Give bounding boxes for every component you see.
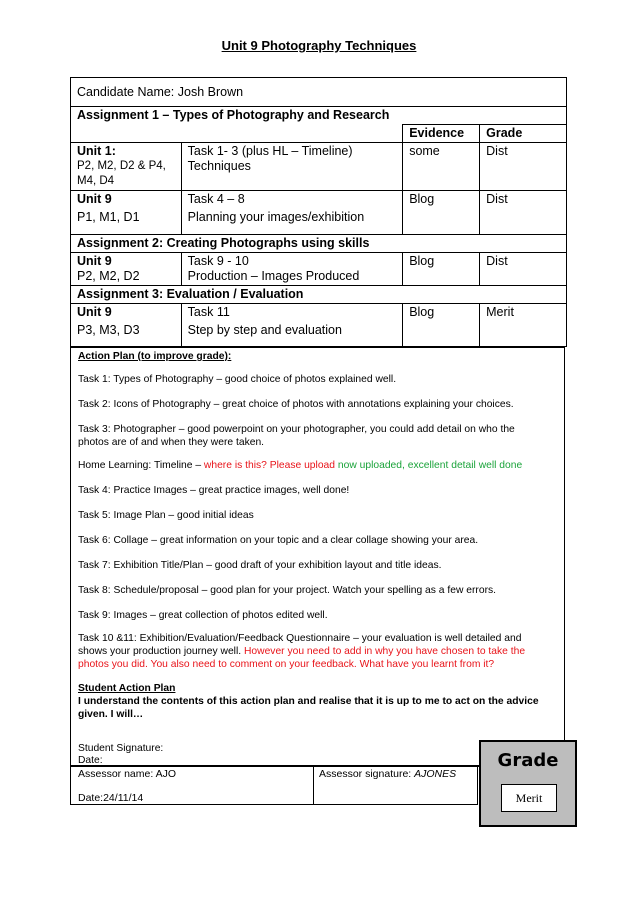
evidence-value: Blog [403, 304, 480, 347]
task-10-feedback: Task 10 &11: Exhibition/Evaluation/Feedback Questionnaire – your evaluation is well detailed and [78, 633, 522, 644]
task-5-feedback: Task 5: Image Plan – good initial ideas [78, 510, 254, 521]
grade-value: Dist [480, 253, 567, 286]
home-learning-update: now uploaded, excellent detail well done [337, 460, 523, 471]
unit-label: Unit 9 [77, 305, 112, 319]
assignment-3-heading: Assignment 3: Evaluation / Evaluation [71, 286, 567, 304]
task-label: Task 11 [187, 305, 230, 319]
final-grade-box [479, 740, 577, 827]
table-row [71, 143, 567, 191]
task-10-feedback-cont [78, 645, 554, 658]
task-label: Task 4 – 8 [187, 192, 245, 206]
evidence-value: Blog [403, 253, 480, 286]
grade-value: Merit [480, 304, 567, 347]
task-10-improvement-cont: photos you did. You also need to comment on your feedback. What have you learnt from it? [78, 659, 495, 670]
criteria: P2, M2, D2 [77, 269, 140, 283]
final-grade-label: Grade [497, 750, 559, 771]
student-date-label: Date: [78, 755, 103, 766]
unit-label: Unit 9 [77, 254, 112, 268]
task-label: Task 9 - 10 [187, 254, 249, 268]
grade-value: Dist [480, 191, 567, 235]
task-desc: Planning your images/exhibition [187, 210, 365, 224]
task-2-feedback: Task 2: Icons of Photography – great choice of photos with annotations explaining your choices. [78, 399, 514, 410]
task-3-feedback: Task 3: Photographer – good powerpoint on your photographer, you could add detail on who the [78, 424, 515, 435]
action-plan-box [70, 347, 565, 766]
table-row [71, 304, 567, 347]
assignment-table [70, 77, 567, 347]
grade-value: Dist [480, 143, 567, 191]
table-row [71, 191, 567, 235]
task-label: Task 1- 3 (plus HL – Timeline) [187, 144, 353, 158]
task-6-feedback: Task 6: Collage – great information on your topic and a clear collage showing your area. [78, 535, 479, 546]
assessor-section [70, 766, 478, 805]
assignment-1-heading: Assignment 1 – Types of Photography and Research [71, 107, 567, 125]
criteria: P1, M1, D1 [77, 210, 140, 224]
grade-header: Grade [480, 125, 567, 143]
unit-label: Unit 1: [77, 144, 116, 158]
candidate-name: Candidate Name: Josh Brown [71, 78, 567, 107]
home-learning-request: where is this? Please upload [203, 460, 338, 471]
task-desc: Techniques [187, 159, 251, 173]
task-8-feedback: Task 8: Schedule/proposal – good plan for your project. Watch your spelling as a few errors. [78, 585, 497, 596]
page-title: Unit 9 Photography Techniques [221, 38, 417, 53]
evidence-value: some [403, 143, 480, 191]
assessor-signature-value: AJONES [414, 768, 457, 780]
action-plan-heading: Action Plan (to improve grade): [78, 351, 232, 362]
unit-label: Unit 9 [77, 192, 112, 206]
table-row [71, 253, 567, 286]
student-action-plan-heading: Student Action Plan [78, 683, 176, 694]
home-learning-text: Home Learning: Timeline – [78, 460, 204, 471]
task-4-feedback: Task 4: Practice Images – great practice images, well done! [78, 485, 350, 496]
task-desc: Step by step and evaluation [187, 323, 342, 337]
task-desc: Production – Images Produced [187, 269, 360, 283]
task-9-feedback: Task 9: Images – great collection of photos edited well. [78, 610, 328, 621]
task-10-improvement: However you need to add in why you have chosen to take the [243, 646, 526, 657]
criteria: P3, M3, D3 [77, 323, 140, 337]
assignment-2-heading: Assignment 2: Creating Photographs using skills [71, 235, 567, 253]
assessor-signature-label: Assessor signature: [319, 768, 415, 780]
assessor-date: Date:24/11/14 [78, 792, 144, 804]
understand-statement-cont: given. I will… [78, 709, 144, 720]
student-signature-label: Student Signature: [78, 743, 164, 754]
task-3-feedback-cont: photos are of and when they were taken. [78, 437, 265, 448]
assessor-name: Assessor name: AJO [78, 768, 177, 780]
final-grade-value: Merit [501, 784, 557, 812]
criteria: P2, M2, D2 & P4, M4, D4 [77, 160, 166, 187]
task-7-feedback: Task 7: Exhibition Title/Plan – good draft of your exhibition layout and title ideas. [78, 560, 442, 571]
evidence-value: Blog [403, 191, 480, 235]
task-10-text: shows your production journey well. [78, 646, 244, 657]
assessor-signature [319, 768, 456, 780]
home-learning-feedback [78, 459, 554, 472]
task-1-feedback: Task 1: Types of Photography – good choice of photos explained well. [78, 374, 397, 385]
understand-statement: I understand the contents of this action plan and realise that it is up to me to act on the advice [78, 696, 539, 707]
evidence-header: Evidence [403, 125, 480, 143]
